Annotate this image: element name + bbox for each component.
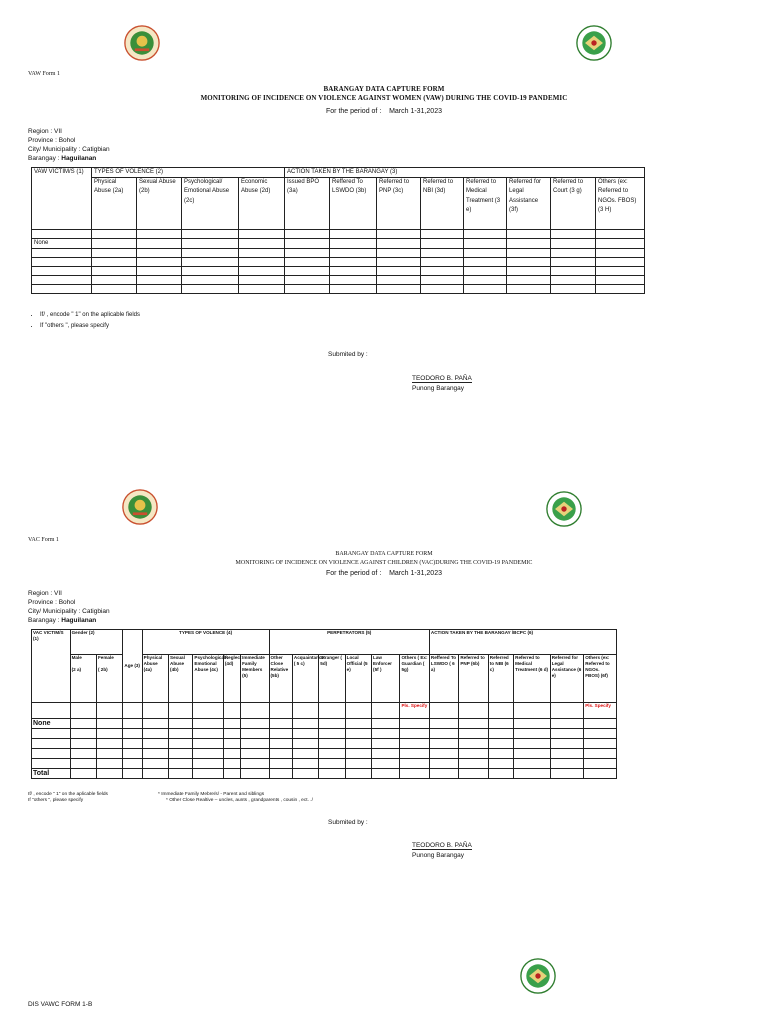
col-header: Neglect (4d): [223, 655, 240, 703]
victims-header: VAW VICTIM/S (1): [32, 168, 92, 230]
table-row: [32, 759, 617, 769]
table-row: [32, 703, 617, 719]
form-title: BARANGAY DATA CAPTURE FORM: [323, 85, 445, 93]
female-header: Female ( 2b): [96, 655, 122, 703]
first-row-label: None: [32, 239, 92, 249]
table-row: [32, 267, 645, 276]
gender-header: Gender (2): [70, 630, 123, 655]
table-row: [32, 769, 617, 779]
col-header: Reffered To LSWDO ( 6 a): [429, 655, 458, 703]
col-header: Sexual Abuse (2b): [137, 178, 182, 230]
col-header: Economic Abuse (2d): [239, 178, 285, 230]
notes-right: [158, 792, 313, 804]
signatory-position: Punong Barangay: [412, 385, 465, 392]
note-item: • If "others ", please specify: [40, 321, 140, 332]
col-header: Referred for Legal Assistance (6 e): [550, 655, 584, 703]
location-info: [28, 589, 110, 625]
form-subtitle: MONITORING OF INCIDENCE ON VIOLENCE AGAINST WOMEN (VAW) DURING THE COVID-19 PANDEMIC: [200, 94, 568, 102]
col-header: Other Close Relative (5b): [269, 655, 292, 703]
col-header: Stranger ( 5d): [319, 655, 345, 703]
total-row-label: Total: [32, 769, 71, 779]
province-text: Province : Bohol: [28, 599, 76, 606]
col-header: Others ( Ex: Guardian ( 5g): [400, 655, 429, 703]
region-text: Region : VII: [28, 590, 62, 597]
barangay-seal-logo: [124, 25, 160, 61]
footer-form-label: DIS VAWC FORM 1-B: [28, 1001, 93, 1008]
actions-header: ACTION TAKEN BY THE BARANGAY /BCPC (6): [429, 630, 616, 655]
city-text: City/ Municipality : Catigbian: [28, 146, 110, 153]
types-header: TYPES OF VOLENCE (2): [92, 168, 285, 178]
col-header: Physical Abuse (2a): [92, 178, 137, 230]
col-header: Referred to Court (3 g): [551, 178, 596, 230]
period-line: [0, 108, 768, 115]
actions-header: ACTION TAKEN BY THE BARANGAY (3): [285, 168, 645, 178]
province-text: Province : Bohol: [28, 137, 76, 144]
note-item: If/ , encode " 1" on the aplicable fields: [28, 792, 108, 797]
col-header: Referred for Legal Assistance (3f): [507, 178, 551, 230]
form-label: VAW Form 1: [28, 71, 60, 77]
perpetrators-header: PERPETRATORS (5): [269, 630, 429, 655]
col-header: Local Official (5 e): [345, 655, 371, 703]
victims-header: VAC VICTIM/S (1): [32, 630, 71, 703]
col-header: Immediate Family Members (5): [241, 655, 269, 703]
form-subtitle: MONITORING OF INCIDENCE ON VIOLENCE AGAINST CHILDREN (VAC)DURING THE COVID-19 PANDEMIC: [235, 560, 533, 566]
table-row: [32, 729, 617, 739]
table-row: [32, 285, 645, 294]
location-info: [28, 127, 110, 163]
note-item: If "others ", please specify: [28, 798, 84, 803]
period-label: For the period of :: [326, 108, 382, 115]
age-header: Age (3): [123, 630, 142, 703]
table-row: [32, 239, 645, 249]
table-row: [32, 258, 645, 267]
period-value: March 1-31,2023: [389, 570, 442, 577]
signatory-position: Punong Barangay: [412, 852, 465, 859]
col-header: Referred to NBI (3d): [421, 178, 464, 230]
note-item: * Immediate Family Mebre/s/ - Parent and siblings: [158, 792, 265, 797]
col-header: Referred to Medical Treatment (6 d): [514, 655, 551, 703]
submitted-by-label: Submited by :: [328, 351, 368, 358]
table-row: [32, 249, 645, 258]
first-row-label: None: [32, 719, 71, 729]
col-header: Referred to Medical Treatment (3 e): [464, 178, 507, 230]
vaw-data-table: [31, 167, 645, 294]
table-row: [32, 276, 645, 285]
barangay-text: Barangay : Haguilanan: [28, 617, 97, 624]
table-row: [32, 739, 617, 749]
table-row: [32, 230, 645, 239]
period-label: For the period of :: [326, 570, 382, 577]
pls-specify-note: Pls. Specify: [584, 703, 617, 719]
form-title: BARANGAY DATA CAPTURE FORM: [335, 551, 433, 557]
vac-data-table: [31, 629, 617, 779]
signatory-block: [412, 842, 472, 859]
col-header: Others (ex: Referred to NGOs. FBOS) (6f): [584, 655, 617, 703]
signatory-block: [412, 375, 472, 392]
city-text: City/ Municipality : Catigbian: [28, 608, 110, 615]
col-header: Acquaintance ( 5 c): [292, 655, 318, 703]
municipal-seal-logo: [576, 25, 612, 61]
types-header: TYPES OF VOLENCE (4): [142, 630, 269, 655]
period-value: March 1-31,2023: [389, 108, 442, 115]
barangay-seal-logo: [122, 489, 158, 525]
barangay-text: Barangay : Haguilanan: [28, 155, 97, 162]
col-header: Referred to NBI (6 c): [488, 655, 513, 703]
note-item: • If/ , encode " 1" on the aplicable fields: [40, 310, 140, 321]
col-header: Sexual Abuse (4b): [169, 655, 193, 703]
male-header: Male (2 a): [70, 655, 96, 703]
municipal-seal-logo: [546, 491, 582, 527]
submitted-by-label: Submited by :: [328, 819, 368, 826]
form-label: VAC Form 1: [28, 537, 59, 543]
instruction-notes: [28, 310, 140, 332]
col-header: Psychological/ Emotional Abuse (4c): [193, 655, 223, 703]
municipal-seal-logo: [520, 958, 556, 994]
signatory-name: TEODORO B. PAÑA: [412, 842, 472, 849]
region-text: Region : VII: [28, 128, 62, 135]
table-row: [32, 749, 617, 759]
notes-left: [28, 792, 108, 804]
col-header: Law Enforcer (5f ): [372, 655, 400, 703]
col-header: Physical Abuse (4a): [142, 655, 168, 703]
col-header: Psychological/ Emotional Abuse (2c): [182, 178, 239, 230]
col-header: Others (ex: Referred to NGOs. FBOS) (3 H): [596, 178, 645, 230]
col-header: Referred to PNP (6b): [459, 655, 488, 703]
col-header: Reffered To LSWDO (3b): [330, 178, 377, 230]
col-header: Issued BPO (3a): [285, 178, 330, 230]
pls-specify-note: Pls. Specify: [400, 703, 429, 719]
note-item: * Other Close Realtive – uncles, aunts , grandparents , cousin , ect. ./: [166, 798, 313, 803]
period-line: [0, 570, 768, 577]
table-row: [32, 719, 617, 729]
col-header: Referred to PNP (3c): [377, 178, 421, 230]
signatory-name: TEODORO B. PAÑA: [412, 375, 472, 382]
